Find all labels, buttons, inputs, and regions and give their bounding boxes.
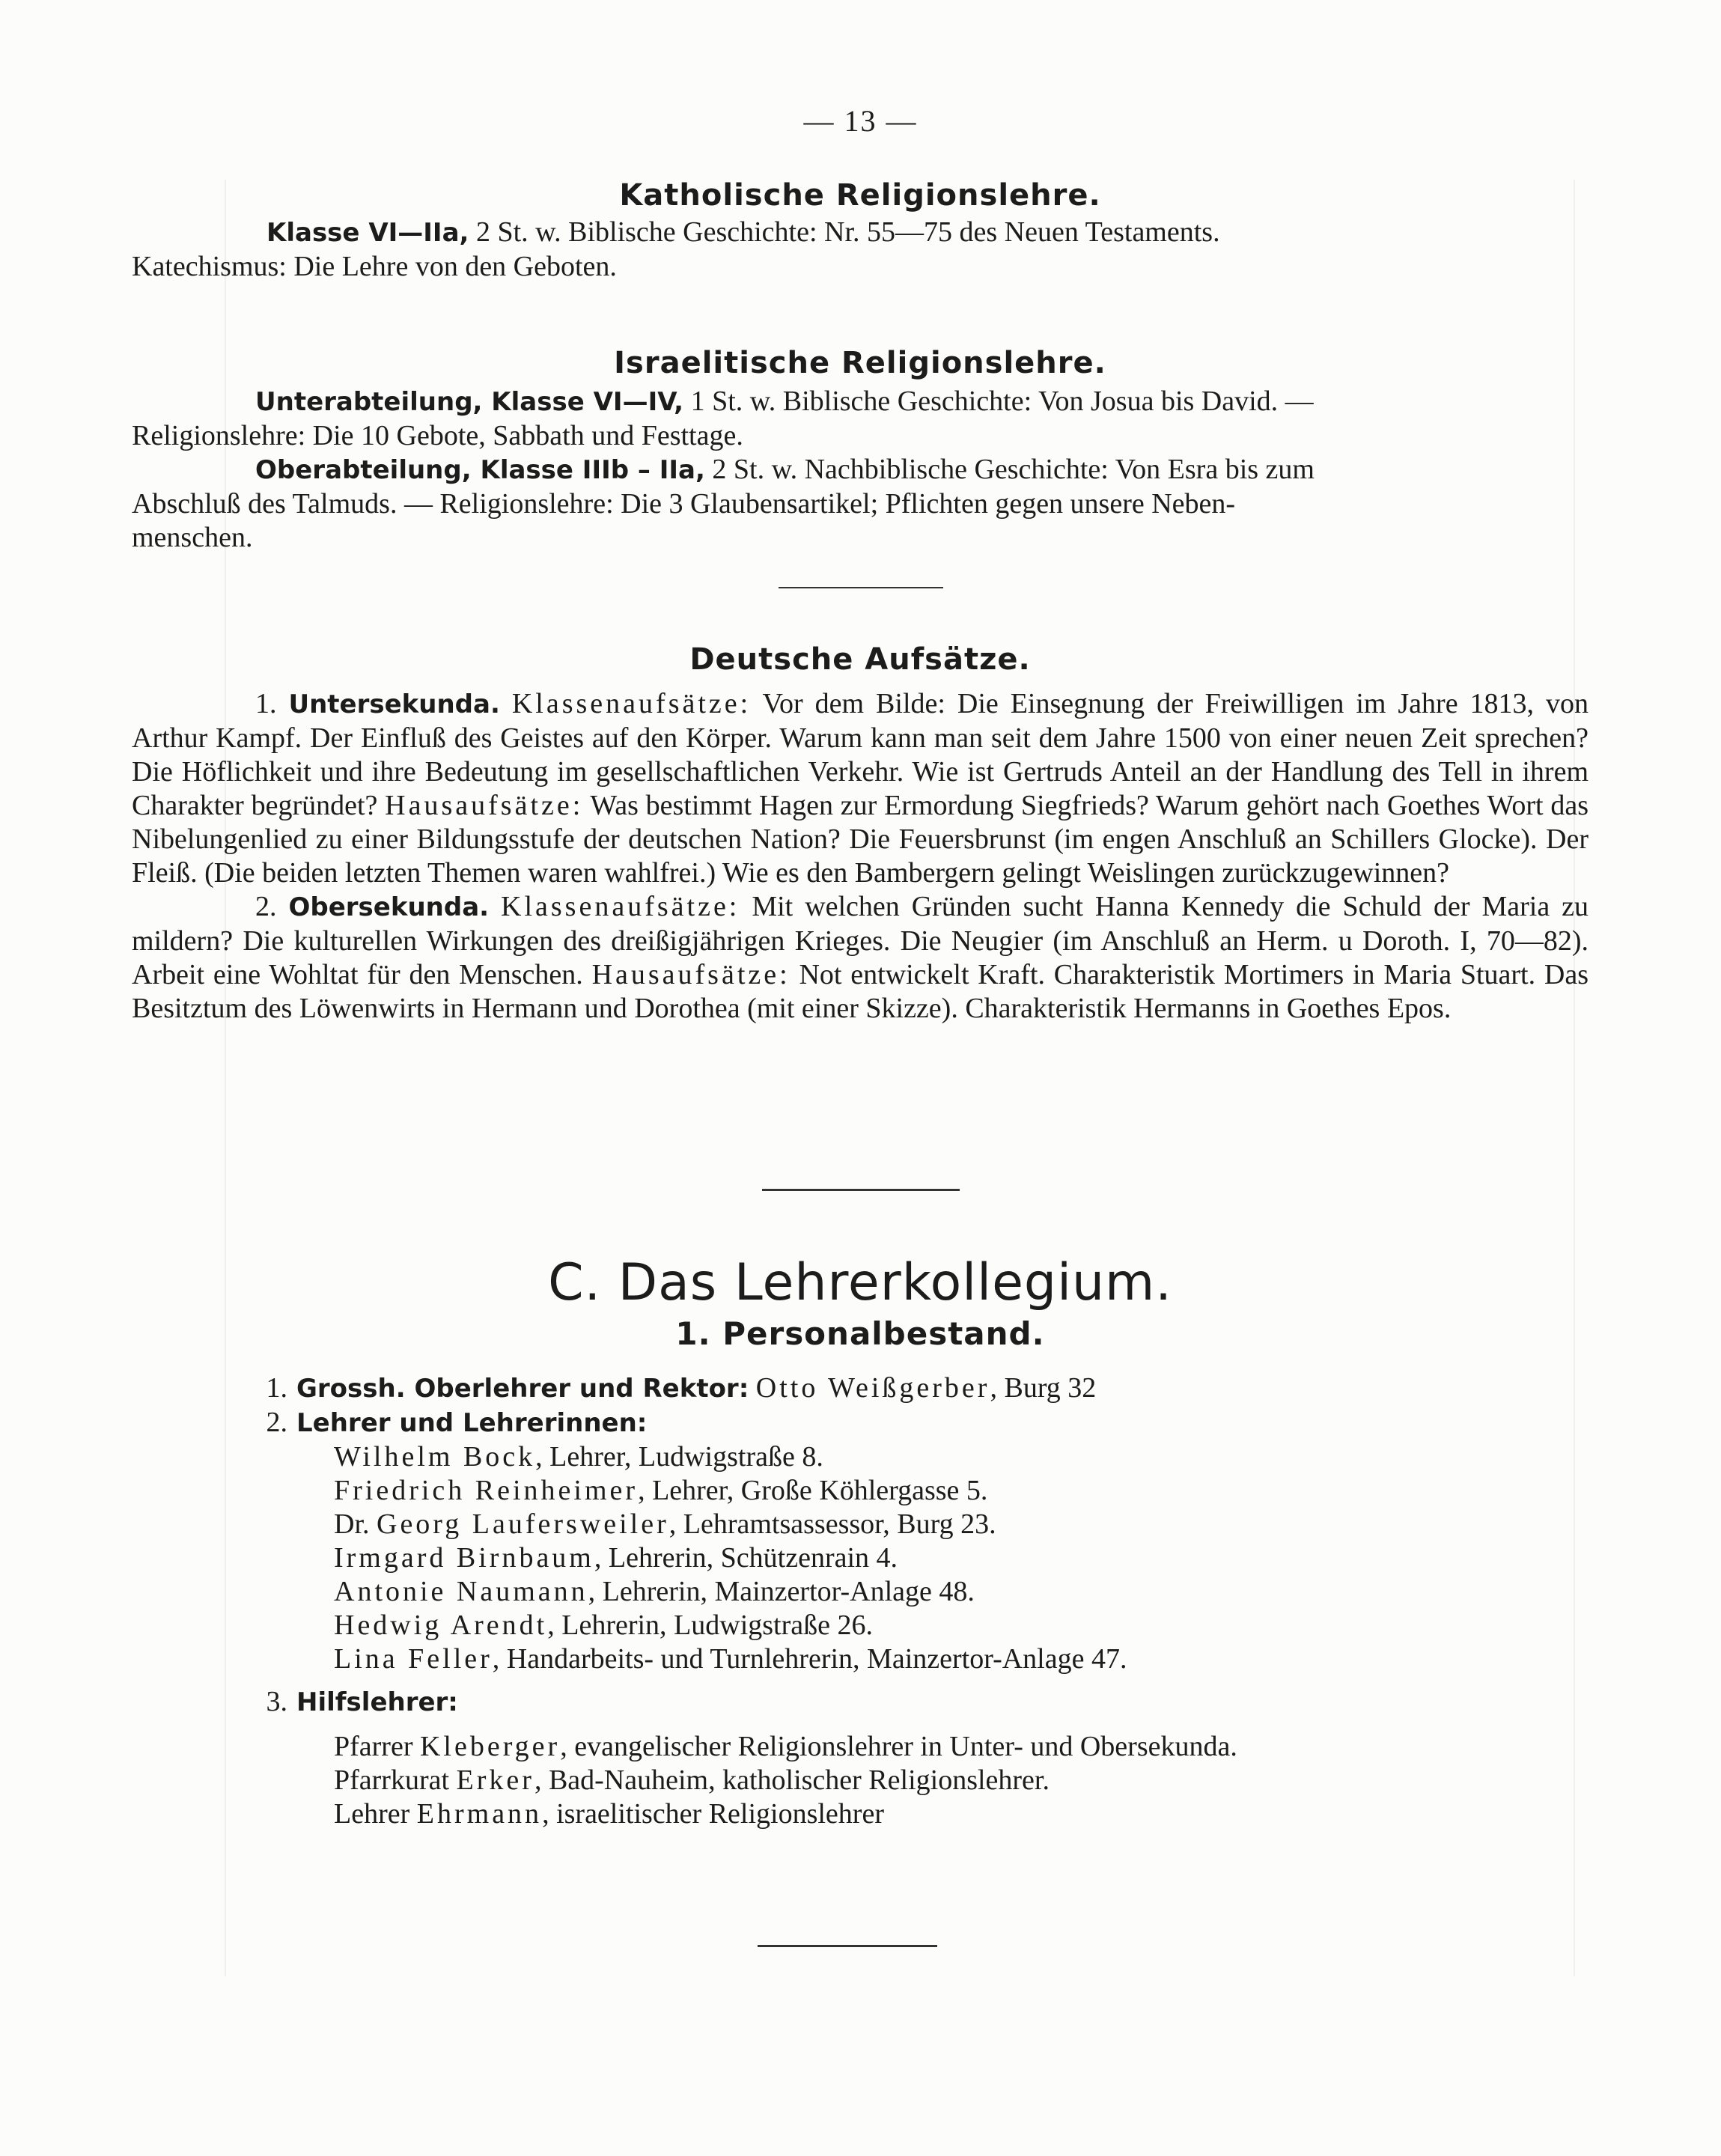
item2-label: Obersekunda.: [288, 892, 490, 922]
lehrer-name: Lina Feller: [334, 1643, 493, 1675]
lehrer-details: , Lehrer, Große Köhlergasse 5.: [638, 1475, 988, 1506]
hilfslehrer-details: , Bad-Nauheim, katholischer Religionslehrer.: [534, 1764, 1050, 1796]
lehrer-name: Antonie Naumann: [334, 1576, 588, 1607]
unter-line-1: [132, 385, 1589, 419]
unter-label: Unterabteilung, Klasse VI—IV,: [255, 387, 684, 417]
section-aufsaetze: [132, 642, 1589, 1026]
lehrer-name: Irmgard Birnbaum: [334, 1542, 594, 1574]
item1-klassen-text: Vor dem Bilde: Die Einsegnung der Freiwilligen im Jahre 1813, von Arthur Kampf. Der Einfluß des Geistes auf den Körper. Warum kann man seit dem Jahre 1500 von einer neuen Zeit sprechen? Die Höflichkeit und ihre Bedeutung im gesellschaftlichen Verkehr. Wie ist Gertruds Anteil an der Handlung des Tell in ihrem Charakter begründet?: [132, 688, 1589, 821]
section-katholisch: [132, 178, 1589, 284]
hilfslehrer-prefix: Pfarrkurat: [334, 1764, 457, 1796]
section-kollegium: [132, 1253, 1589, 1831]
rektor-address: , Burg 32: [990, 1372, 1097, 1404]
lehrer-name: Wilhelm Bock: [334, 1441, 536, 1473]
ober-line-3: menschen.: [132, 522, 253, 553]
separator-rule-1: [779, 587, 943, 588]
lehrer-row: [132, 1474, 1589, 1508]
heading-aufsaetze: Deutsche Aufsätze.: [689, 642, 1031, 677]
hilfs-number: 3.: [266, 1686, 287, 1717]
item1-haus-label: Hausaufsätze:: [385, 790, 584, 821]
unter-text-1: 1 St. w. Biblische Geschichte: Von Josua bis David. —: [683, 386, 1314, 417]
item1-haus-text: Was bestimmt Hagen zur Ermordung Siegfrieds? Warum gehört nach Goethes Wort das Nibelungenlied zu einer Bildungsstufe der deutschen Nation? Die Feuersbrunst (im engen Anschluß an Schillers Glocke). Der Fleiß. (Die beiden letzten Themen waren wahlfrei.) Wie es den Bambergern gelingt Weislingen zurückzugewinnen?: [132, 790, 1589, 889]
item2-haus-label: Hausaufsätze:: [591, 959, 791, 990]
lehrer-name: Friedrich Reinheimer: [334, 1475, 639, 1506]
lehrer-details: , Lehrer, Ludwigstraße 8.: [535, 1441, 823, 1473]
hilfslehrer-prefix: Pfarrer: [334, 1731, 420, 1762]
unter-line-2: Religionslehre: Die 10 Gebote, Sabbath und Festtage.: [132, 420, 743, 451]
ober-line-2: Abschluß des Talmuds. — Religionslehre: Die 3 Glaubensartikel; Pflichten gegen unsere Neben-: [132, 488, 1236, 520]
heading-katholisch: Katholische Religionslehre.: [619, 178, 1101, 213]
lehrer-heading: [132, 1406, 1589, 1440]
item2-klassen-text: Mit welchen Gründen sucht Hanna Kennedy die Schuld der Maria zu mildern? Die kulturellen Wirkungen des dreißigjährigen Krieges. Die Neugier (im Anschluß an Herm. u Doroth. I, 70—82). Arbeit eine Wohltat für den Menschen.: [132, 891, 1589, 990]
aufsaetze-item-2: [132, 890, 1589, 1026]
ober-label: Oberabteilung, Klasse IIIb – IIa,: [255, 455, 705, 485]
hilfslehrer-row: [132, 1764, 1589, 1797]
item1-klassen-label: Klassenaufsätze:: [511, 688, 752, 719]
personalbestand-subtitle: 1. Personalbestand.: [675, 1315, 1045, 1352]
rektor-entry: [132, 1371, 1589, 1406]
lehrer-prefix: Dr.: [334, 1508, 377, 1540]
lehrer-number: 2.: [266, 1407, 287, 1438]
hilfslehrer-name: Kleberger: [419, 1731, 561, 1762]
separator-rule-2: [762, 1189, 960, 1191]
lehrer-label: Lehrer und Lehrerinnen:: [296, 1408, 648, 1438]
ober-text-1: 2 St. w. Nachbiblische Geschichte: Von Esra bis zum: [704, 454, 1315, 485]
item2-number: 2.: [255, 891, 277, 922]
lehrer-details: , Lehramtsassessor, Burg 23.: [668, 1508, 996, 1540]
lehrer-row: [132, 1609, 1589, 1642]
hilfs-label: Hilfslehrer:: [296, 1687, 458, 1717]
aufsaetze-item-1: [132, 687, 1589, 890]
lehrer-row: [132, 1575, 1589, 1609]
rektor-number: 1.: [266, 1372, 287, 1404]
kollegium-title: C. Das Lehrerkollegium.: [548, 1253, 1172, 1312]
item1-label: Untersekunda.: [288, 689, 500, 719]
katholisch-klasse-label: Klasse VI—IIa,: [266, 218, 469, 248]
hilfslehrer-heading: [132, 1685, 1589, 1720]
item2-haus-text: Not entwickelt Kraft. Charakteristik Mortimers in Maria Stuart. Das Besitztum des Löwenwirts in Hermann und Dorothea (mit einer Skizze). Charakteristik Hermanns in Goethes Epos.: [132, 959, 1589, 1024]
separator-rule-3: [758, 1945, 937, 1947]
lehrer-name: Georg Laufersweiler: [377, 1508, 669, 1540]
katholisch-line-1: [132, 216, 1589, 250]
hilfslehrer-row: [132, 1797, 1589, 1831]
lehrer-row: [132, 1541, 1589, 1575]
lehrer-row: [132, 1642, 1589, 1676]
hilfslehrer-name: Erker: [456, 1764, 534, 1796]
lehrer-row: [132, 1440, 1589, 1474]
lehrer-details: , Lehrerin, Ludwigstraße 26.: [547, 1610, 873, 1641]
rektor-line: [132, 1371, 1589, 1406]
lehrer-details: , Handarbeits- und Turnlehrerin, Mainzertor-Anlage 47.: [492, 1643, 1127, 1675]
rektor-name: Otto Weißgerber: [755, 1372, 990, 1404]
katholisch-line-2: Katechismus: Die Lehre von den Geboten.: [132, 251, 617, 282]
item2-klassen-label: Klassenaufsätze:: [501, 891, 740, 922]
hilfslehrer-prefix: Lehrer: [334, 1798, 417, 1830]
hilfslehrer-details: , israelitischer Religionslehrer: [542, 1798, 884, 1830]
lehrer-name: Hedwig Arendt: [334, 1610, 548, 1641]
lehrer-details: , Lehrerin, Schützenrain 4.: [594, 1542, 898, 1574]
hilfslehrer-row: [132, 1730, 1589, 1764]
heading-israelitisch: Israelitische Religionslehre.: [614, 346, 1106, 380]
lehrer-details: , Lehrerin, Mainzertor-Anlage 48.: [588, 1576, 975, 1607]
rektor-label: Grossh. Oberlehrer und Rektor:: [296, 1374, 749, 1404]
hilfslehrer-details: , evangelischer Religionslehrer in Unter- und Obersekunda.: [560, 1731, 1237, 1762]
page-number: — 13 —: [803, 104, 918, 138]
section-israelitisch: [132, 346, 1589, 555]
hilfslehrer-name: Ehrmann: [416, 1798, 543, 1830]
ober-line-1: [132, 453, 1589, 487]
lehrer-row: [132, 1508, 1589, 1541]
item1-number: 1.: [255, 688, 277, 719]
katholisch-text-1: 2 St. w. Biblische Geschichte: Nr. 55—75 des Neuen Testaments.: [469, 216, 1220, 248]
